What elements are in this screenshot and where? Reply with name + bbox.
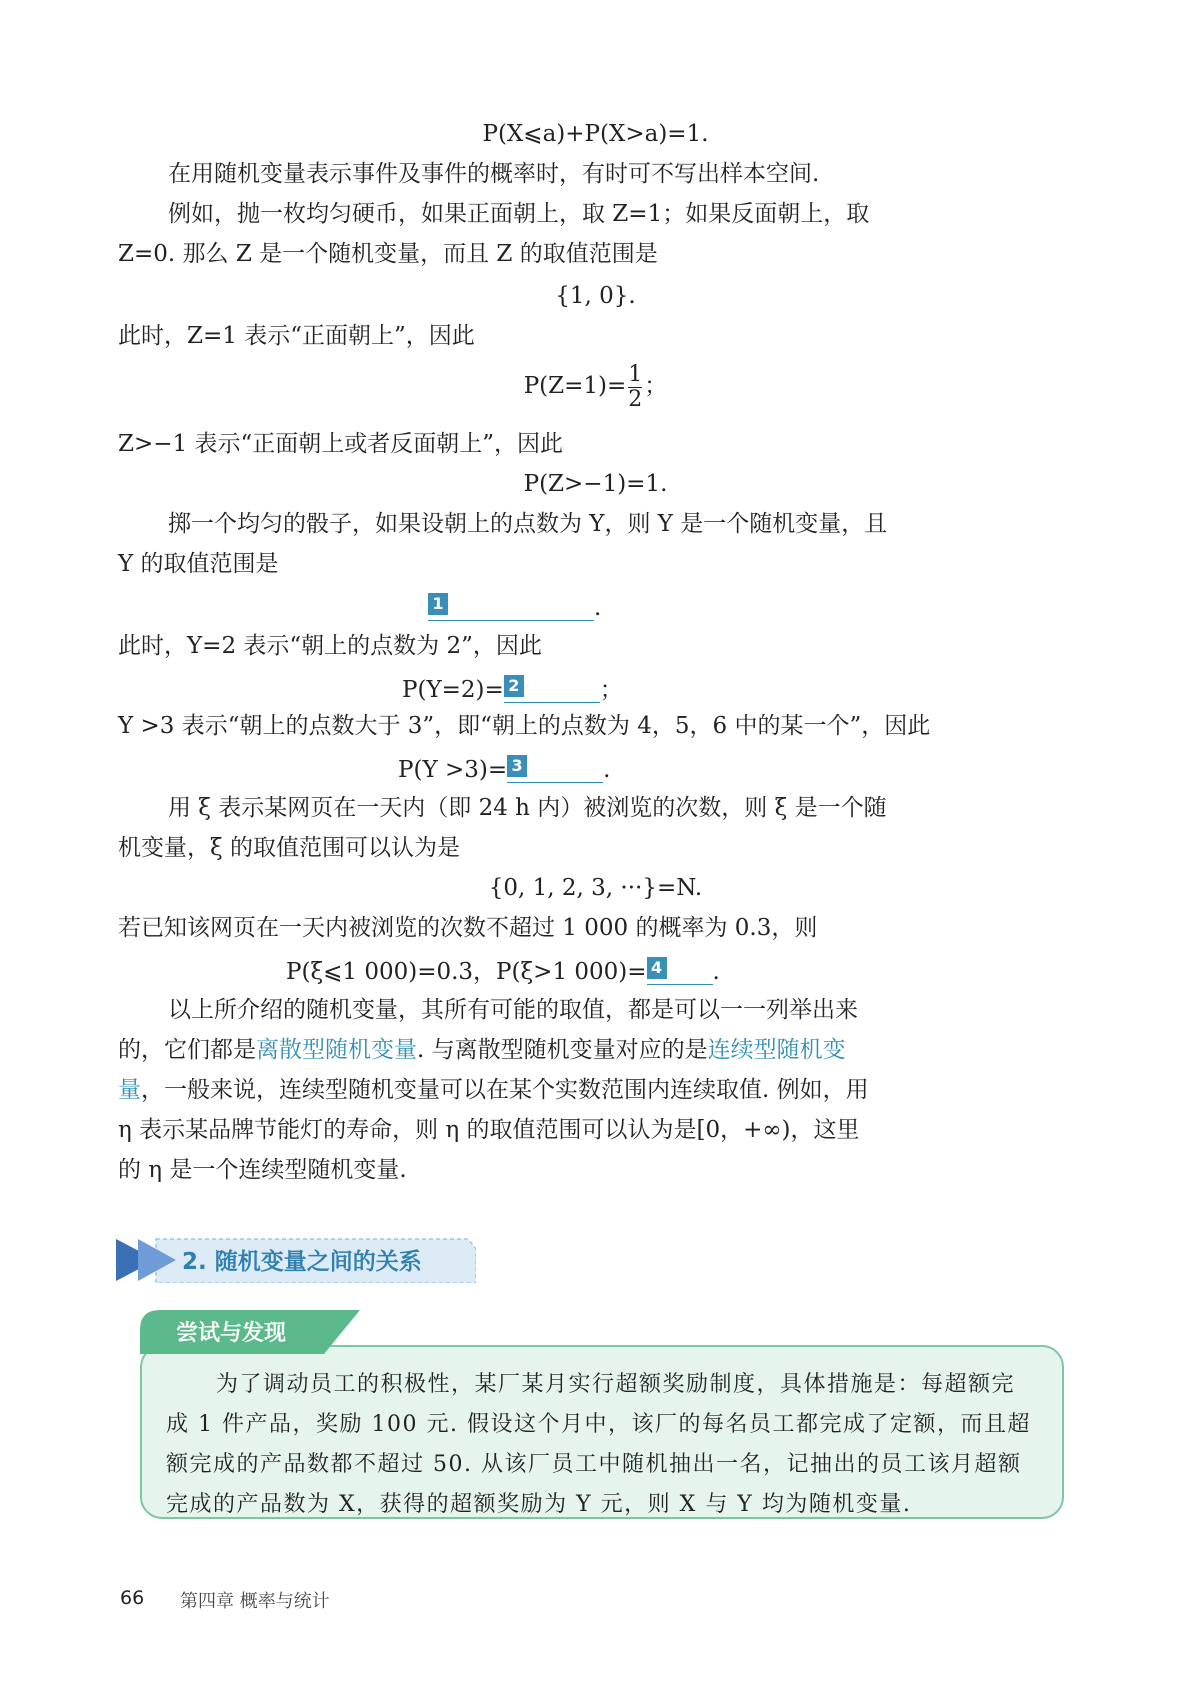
equation-p-z-1: P(Z=1)= $\frac{1}{2}$ ； (523, 361, 668, 412)
paragraph-line: Z=0. 那么 Z 是一个随机变量，而且 Z 的取值范围是 (118, 241, 658, 267)
paragraph-line: 若已知该网页在一天内被浏览的次数不超过 1 000 的概率为 0.3，则 (118, 915, 818, 941)
paragraph-line: 掷一个均匀的骰子，如果设朝上的点数为 Y，则 Y 是一个随机变量，且 (168, 511, 888, 537)
paragraph-line: Y 的取值范围是 (118, 551, 279, 577)
paragraph-line: Z>−1 表示“正面朝上或者反面朝上”，因此 (118, 431, 563, 457)
equation-set-1-0: {1, 0}. (555, 283, 636, 309)
equation-p-xi: P(ξ⩽1 000)=0.3，P(ξ>1 000)= 4 . (286, 954, 720, 988)
equation-p-y-gt-3: P(Y >3)= 3 . (398, 752, 610, 786)
section-title-bar (116, 1237, 476, 1283)
blank-badge-2: 2 (504, 675, 524, 697)
term-continuous-random-variable: 连续型随机变 (707, 1037, 846, 1063)
chapter-title: 第四章 概率与统计 (180, 1591, 330, 1612)
box-text-line: 为了调动员工的积极性，某厂某月实行超额奖励制度，具体措施是：每超额完 (216, 1372, 1016, 1397)
try-and-discover-label: 尝试与发现 (176, 1321, 287, 1346)
equation-p-z-gt-minus-1: P(Z>−1)=1. (523, 471, 668, 497)
paragraph-line: 在用随机变量表示事件及事件的概率时，有时可不写出样本空间. (168, 161, 820, 187)
term-continuous-random-variable-end: 量 (118, 1077, 141, 1103)
answer-blank-1[interactable] (428, 590, 594, 621)
section-title: 2. 随机变量之间的关系 (182, 1249, 422, 1275)
page-number: 66 (120, 1587, 145, 1609)
paragraph-line: 此时，Z=1 表示“正面朝上”，因此 (118, 323, 475, 349)
blank-badge-1: 1 (428, 593, 448, 615)
paragraph-line: 例如，抛一枚均匀硬币，如果正面朝上，取 Z=1；如果反面朝上，取 (168, 201, 870, 227)
answer-blank-3[interactable] (507, 752, 603, 783)
blank-badge-4: 4 (647, 957, 667, 979)
paragraph-line: 的，它们都是离散型随机变量. 与离散型随机变量对应的是连续型随机变 (118, 1037, 846, 1063)
equation-p-y-2: P(Y=2)= 2 ； (402, 672, 623, 706)
paragraph-line: 的 η 是一个连续型随机变量. (118, 1157, 407, 1183)
fraction-one-half: $\frac{1}{2}$ (628, 361, 643, 412)
answer-blank-4[interactable] (647, 954, 713, 985)
paragraph-line: 以上所介绍的随机变量，其所有可能的取值，都是可以一一列举出来 (168, 997, 858, 1023)
paragraph-line: 用 ξ 表示某网页在一天内（即 24 h 内）被浏览的次数，则 ξ 是一个随 (168, 795, 887, 821)
equation-p-x-le-a: P(X⩽a)+P(X>a)=1. (482, 121, 709, 147)
box-text-line: 额完成的产品数都不超过 50. 从该厂员工中随机抽出一名，记抽出的员工该月超额 (166, 1452, 1022, 1477)
blank-badge-3: 3 (507, 755, 527, 777)
paragraph-line: 机变量，ξ 的取值范围可以认为是 (118, 835, 460, 861)
paragraph-line: 量，一般来说，连续型随机变量可以在某个实数范围内连续取值. 例如，用 (118, 1077, 869, 1103)
paragraph-line: η 表示某品牌节能灯的寿命，则 η 的取值范围可以认为是[0，+∞)，这里 (118, 1117, 860, 1143)
answer-line-1: 1 . (428, 590, 601, 624)
box-text-line: 完成的产品数为 X，获得的超额奖励为 Y 元，则 X 与 Y 均为随机变量. (166, 1492, 912, 1517)
answer-blank-2[interactable] (504, 672, 600, 703)
box-text-line: 成 1 件产品，奖励 100 元. 假设这个月中，该厂的每名员工都完成了定额，而且超 (166, 1412, 1031, 1437)
paragraph-line: 此时，Y=2 表示“朝上的点数为 2”，因此 (118, 633, 542, 659)
term-discrete-random-variable: 离散型随机变量 (256, 1037, 417, 1063)
try-and-discover-box (140, 1345, 1064, 1519)
try-and-discover-tab (140, 1310, 360, 1354)
equation-set-naturals: {0, 1, 2, 3, ···}=N. (488, 875, 703, 901)
paragraph-line: Y >3 表示“朝上的点数大于 3”，即“朝上的点数为 4，5，6 中的某一个”，因此 (118, 713, 931, 739)
